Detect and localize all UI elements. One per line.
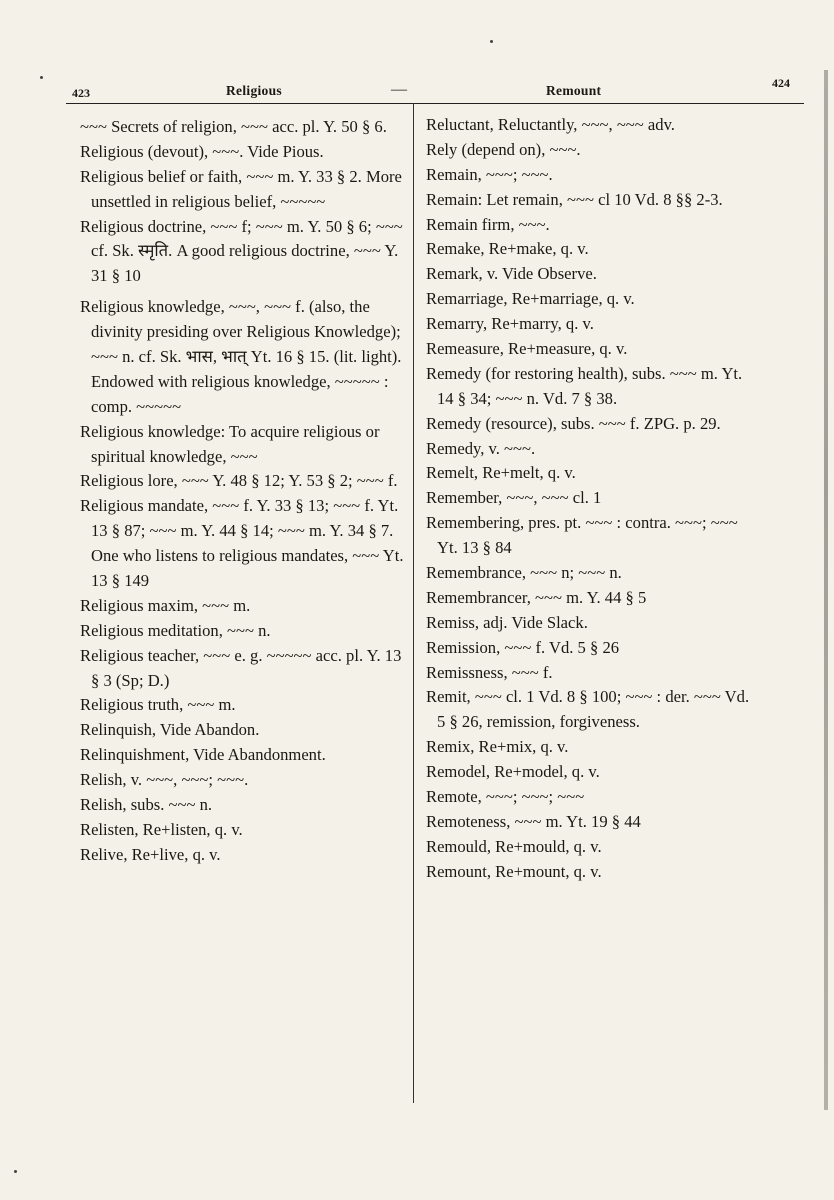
entry: Remembering, pres. pt. ~~~ : contra. ~~~; ~~~ Yt. 13 § 84 (426, 513, 738, 558)
entry: Remedy (for restoring health), subs. ~~~ m. Yt. 14 § 34; ~~~ n. Vd. 7 § 38. (426, 363, 743, 408)
entry: Religious teacher, ~~~ e. g. ~~~~~ acc. pl. Y. 13 § 3 (Sp; D.) (80, 645, 402, 690)
entry: Religious doctrine, ~~~ f; ~~~ m. Y. 50 § 6; ~~~ cf. Sk. स्मृति. A good religious doctrine, ~~~ Y. 31 § 10 (80, 216, 403, 286)
entry: Religious maxim, ~~~ m. (80, 595, 251, 615)
ink-speck (40, 76, 43, 79)
entry: Religious knowledge, ~~~, ~~~ f. (also, the divinity presiding over Religious Knowledge); ~~~ n. cf. Sk. भास, भात् Yt. 16 § 15. (lit. light). Endowed with religious knowledge, ~~~~~ : comp. ~~~~~ (80, 297, 402, 416)
entry: Religious truth, ~~~ m. (80, 695, 236, 715)
left-page-number: 423 (72, 86, 90, 100)
entry: Relinquishment, Vide Abandonment. (80, 745, 326, 765)
entry: Religious mandate, ~~~ f. Y. 33 § 13; ~~~ f. Yt. 13 § 87; ~~~ m. Y. 44 § 14; ~~~ m. Y. 34 § 7. One who listens to religious mandates, ~~~ Yt. 13 § 149 (80, 496, 404, 591)
entry: Remedy (resource), subs. ~~~ f. ZPG. p. 29. (426, 413, 721, 433)
right-page-number: 424 (772, 76, 790, 90)
entry: Remarriage, Re+marriage, q. v. (426, 289, 635, 309)
entry: Remake, Re+make, q. v. (426, 239, 589, 259)
entry: Relive, Re+live, q. v. (80, 844, 221, 864)
ink-speck (14, 1170, 17, 1173)
entry: Relish, subs. ~~~ n. (80, 795, 213, 815)
ink-speck (490, 40, 493, 43)
entry: Remiss, adj. Vide Slack. (426, 612, 588, 632)
entry: Remote, ~~~; ~~~; ~~~ (426, 787, 585, 807)
entry: Religious meditation, ~~~ n. (80, 620, 271, 640)
entry: Religious lore, ~~~ Y. 48 § 12; Y. 53 § 2; ~~~ f. (80, 471, 398, 491)
header-rule (66, 103, 804, 104)
left-running-title: Religious (226, 83, 282, 98)
entry: Remain: Let remain, ~~~ cl 10 Vd. 8 §§ 2-3. (426, 189, 723, 209)
entry: Remount, Re+mount, q. v. (426, 861, 602, 881)
entry: Remix, Re+mix, q. v. (426, 737, 569, 757)
entry: Remark, v. Vide Observe. (426, 264, 597, 284)
entry: Remain, ~~~; ~~~. (426, 164, 553, 184)
entry: Relisten, Re+listen, q. v. (80, 819, 243, 839)
right-running-title: Remount (546, 83, 602, 98)
entry: Reluctant, Reluctantly, ~~~, ~~~ adv. (426, 115, 675, 134)
entry: Remembrance, ~~~ n; ~~~ n. (426, 563, 622, 583)
entry: Remedy, v. ~~~. (426, 438, 536, 458)
entry: Remeasure, Re+measure, q. v. (426, 339, 628, 359)
page-binding-edge (824, 70, 828, 1110)
left-column (80, 115, 405, 868)
entry: Relish, v. ~~~, ~~~; ~~~. (80, 770, 249, 790)
entry: Remembrancer, ~~~ m. Y. 44 § 5 (426, 587, 647, 607)
entry: Remoteness, ~~~ m. Yt. 19 § 44 (426, 811, 641, 831)
right-column (426, 113, 761, 885)
entry: Relinquish, Vide Abandon. (80, 720, 260, 740)
entry: Religious knowledge: To acquire religious or spiritual knowledge, ~~~ (80, 421, 380, 466)
column-divider (413, 103, 414, 1103)
entry: Remelt, Re+melt, q. v. (426, 463, 576, 483)
entry: Religious belief or faith, ~~~ m. Y. 33 § 2. More unsettled in religious belief, ~~~~~ (80, 166, 402, 211)
entry: Remould, Re+mould, q. v. (426, 836, 602, 856)
entry: Remain firm, ~~~. (426, 214, 550, 234)
entry: ~~~ Secrets of religion, ~~~ acc. pl. Y. 50 § 6. (80, 117, 387, 136)
entry: Remit, ~~~ cl. 1 Vd. 8 § 100; ~~~ : der. ~~~ Vd. 5 § 26, remission, forgiveness. (426, 687, 750, 732)
entry: Remodel, Re+model, q. v. (426, 762, 600, 782)
header-separator: — (391, 81, 407, 98)
entry: Religious (devout), ~~~. Vide Pious. (80, 141, 324, 161)
entry: Remission, ~~~ f. Vd. 5 § 26 (426, 637, 620, 657)
entry: Remarry, Re+marry, q. v. (426, 314, 594, 334)
entry: Remember, ~~~, ~~~ cl. 1 (426, 488, 602, 508)
page-header (66, 76, 790, 102)
entry: Rely (depend on), ~~~. (426, 139, 581, 159)
entry: Remissness, ~~~ f. (426, 662, 553, 682)
